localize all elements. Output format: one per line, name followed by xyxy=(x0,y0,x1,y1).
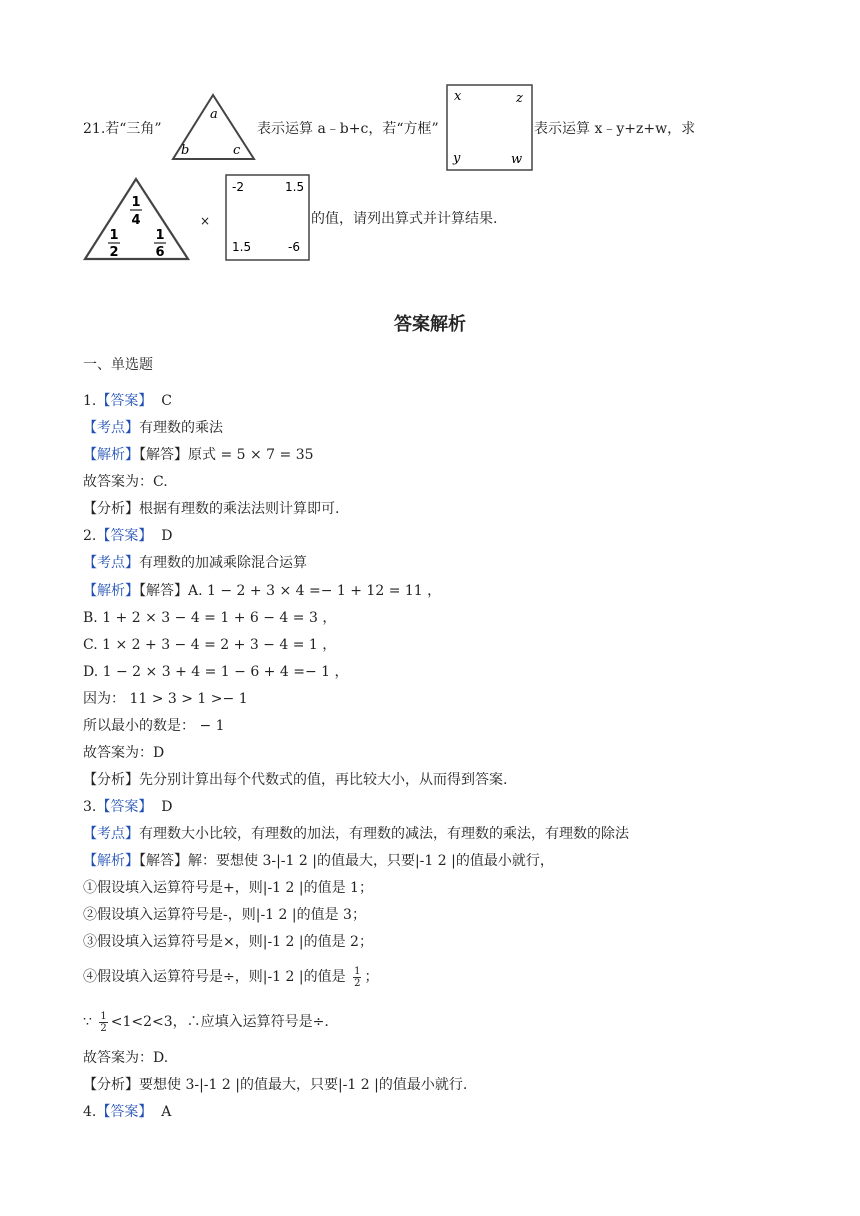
q2-knowledge-point: 【考点】有理数的加减乘除混合运算 xyxy=(83,555,307,571)
box-value-bottom-left: 1.5 xyxy=(232,240,252,254)
triangle-top-numerator: 1 xyxy=(131,195,141,210)
question-triangle-text: 表示运算 a﹣b+c，若“方框” xyxy=(257,121,439,137)
triangle-right-numerator: 1 xyxy=(155,228,165,243)
q1-solution: 【解析】【解答】原式 = 5 × 7 = 35 xyxy=(83,447,314,463)
q1-answer: 1.【答案】 C xyxy=(83,393,172,409)
box-label-x: x xyxy=(454,89,462,104)
q4-answer: 4.【答案】 A xyxy=(83,1104,172,1120)
box-values-figure xyxy=(225,174,311,262)
q1-knowledge-point: 【考点】有理数的乘法 xyxy=(83,420,223,436)
q3-case-1: ①假设填入运算符号是+，则|-1 2 |的值是 1； xyxy=(83,880,373,896)
q3-case-2: ②假设填入运算符号是-，则|-1 2 |的值是 3； xyxy=(83,907,366,923)
box-definition-figure xyxy=(446,84,534,172)
q2-solution-a: 【解析】【解答】A. 1 − 2 + 3 × 4 =− 1 + 12 = 11 ， xyxy=(83,583,442,599)
triangle-values-figure xyxy=(82,176,190,262)
question-suffix: 的值，请列出算式并计算结果. xyxy=(311,211,498,227)
box-value-bottom-right: -6 xyxy=(288,240,300,254)
q3-answer: 3.【答案】 D xyxy=(83,799,173,815)
q1-analysis: 【分析】根据有理数的乘法法则计算即可. xyxy=(83,501,340,517)
q3-solution: 【解析】【解答】解：要想使 3-|-1 2 |的值最大，只要|-1 2 |的值最小就行， xyxy=(83,853,554,869)
q2-option-d: D. 1 − 2 × 3 + 4 = 1 − 6 + 4 =− 1 ， xyxy=(83,664,349,680)
triangle-left-numerator: 1 xyxy=(109,228,119,243)
question-intro: 21.若“三角” xyxy=(83,121,162,137)
triangle-label-a: a xyxy=(210,107,218,122)
box-value-top-right: 1.5 xyxy=(285,180,305,194)
triangle-label-c: c xyxy=(233,143,241,158)
triangle-left-denominator: 2 xyxy=(109,245,119,260)
q3-final: 故答案为：D. xyxy=(83,1050,169,1066)
times-sign: × xyxy=(200,214,211,228)
box-value-top-left: -2 xyxy=(232,180,244,194)
section-heading: 一、单选题 xyxy=(83,357,153,373)
triangle-top-denominator: 4 xyxy=(131,213,141,228)
q3-since: ∵ $\frac{1}{2}$ <1<2<3，∴应填入运算符号是÷. xyxy=(83,1010,329,1034)
box-label-y: y xyxy=(453,151,461,166)
q2-answer: 2.【答案】 D xyxy=(83,528,173,544)
q3-case-4: ④假设填入运算符号是÷，则|-1 2 |的值是 $\frac{1}{2}$ ； xyxy=(83,965,379,989)
triangle-label-b: b xyxy=(181,143,190,158)
q3-knowledge-point: 【考点】有理数大小比较，有理数的加法，有理数的减法，有理数的乘法，有理数的除法 xyxy=(83,826,629,842)
q1-final: 故答案为：C. xyxy=(83,474,168,490)
fraction-one-half-2: $\frac{1}{2}$ xyxy=(100,1010,107,1034)
triangle-right-denominator: 6 xyxy=(155,245,165,260)
q3-analysis: 【分析】要想使 3-|-1 2 |的值最大，只要|-1 2 |的值最小就行. xyxy=(83,1077,468,1093)
box-label-w: w xyxy=(511,152,523,167)
triangle-definition-figure xyxy=(168,92,258,162)
box-label-z: z xyxy=(516,91,523,106)
answer-title: 答案解析 xyxy=(394,314,466,335)
q2-analysis: 【分析】先分别计算出每个代数式的值，再比较大小，从而得到答案. xyxy=(83,772,508,788)
q2-min: 所以最小的数是： − 1 xyxy=(83,718,225,734)
q2-because: 因为： 11 > 3 > 1 >− 1 xyxy=(83,691,248,707)
q2-final: 故答案为：D xyxy=(83,745,165,761)
q2-option-b: B. 1 + 2 × 3 − 4 = 1 + 6 − 4 = 3 ， xyxy=(83,610,337,626)
q2-option-c: C. 1 × 2 + 3 − 4 = 2 + 3 − 4 = 1 ， xyxy=(83,637,337,653)
fraction-one-half: $\frac{1}{2}$ xyxy=(354,965,361,989)
question-box-text: 表示运算 x﹣y+z+w，求 xyxy=(534,121,696,137)
q3-case-3: ③假设填入运算符号是×，则|-1 2 |的值是 2； xyxy=(83,934,373,950)
